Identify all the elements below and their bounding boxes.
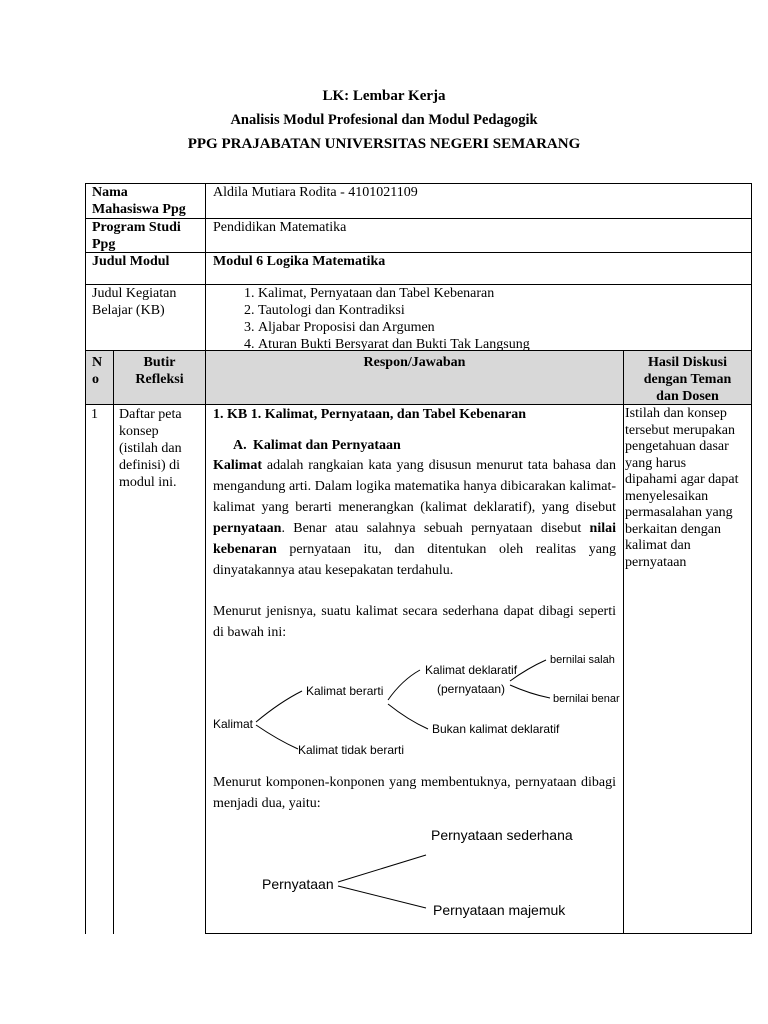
butir-line: definisi) di <box>119 458 181 473</box>
hasil-line: Istilah dan konsep <box>625 406 727 421</box>
header-butir <box>114 354 205 388</box>
term-kalimat: Kalimat <box>213 458 262 473</box>
para-text: pernyataan itu, dan ditentukan oleh realitas yang dinyatakannya atau kesepakatan terdahulu. <box>213 542 616 578</box>
prodi-label <box>92 219 181 253</box>
diagram-jenis-kalimat <box>210 650 620 765</box>
header-hasil-line3: dan Dosen <box>656 389 719 404</box>
butir-line: konsep <box>119 424 159 439</box>
hasil-line: menyelesaikan <box>625 488 709 504</box>
header-hasil <box>624 354 751 405</box>
butir-line: modul ini. <box>119 475 177 490</box>
modul-label: Judul Modul <box>92 254 170 269</box>
worksheet-subtitle: Analisis Modul Profesional dan Modul Pedagogik <box>230 112 538 128</box>
kb-item: 3. Aljabar Proposisi dan Argumen <box>258 319 658 336</box>
butir-line: Daftar peta <box>119 407 182 422</box>
paragraph-jenis: Menurut jenisnya, suatu kalimat secara sederhana dapat dibagi seperti di bawah ini: <box>213 604 616 640</box>
hasil-line: kalimat dan <box>625 538 691 553</box>
worksheet-title: LK: Lembar Kerja <box>322 88 446 104</box>
node-pernyataan: (pernyataan) <box>437 682 506 696</box>
diagram-jenis-pernyataan <box>210 820 620 930</box>
node-majemuk: Pernyataan majemuk <box>433 902 566 918</box>
kb-item: 1. Kalimat, Pernyataan dan Tabel Kebenaran <box>258 285 658 302</box>
kb-label-line1: Judul Kegiatan <box>92 286 177 301</box>
node-tidak-berarti: Kalimat tidak berarti <box>298 743 405 757</box>
header-respon: Respon/Jawaban <box>363 355 466 370</box>
header-no-line1: N <box>92 355 103 370</box>
node-berarti: Kalimat berarti <box>306 684 384 698</box>
hasil-line: berkaitan dengan <box>625 521 722 537</box>
modul-value: Modul 6 Logika Matematika <box>213 254 386 269</box>
hasil-line: pernyataan <box>625 554 687 570</box>
para-text: . Benar atau salahnya sebuah pernyataan disebut <box>281 521 590 536</box>
header-hasil-line2: dengan Teman <box>643 372 732 387</box>
header-no-line2: o <box>92 372 99 387</box>
hasil-line: yang harus <box>625 455 687 471</box>
node-bernilai-salah: bernilai salah <box>550 654 615 666</box>
term-pernyataan: pernyataan <box>213 521 282 536</box>
term-nilai-kebenaran: nilai kebenaran <box>213 521 616 557</box>
nama-value: Aldila Mutiara Rodita - 4101021109 <box>213 185 418 200</box>
node-sederhana: Pernyataan sederhana <box>431 827 573 843</box>
nama-label <box>92 184 186 218</box>
butir-line: (istilah dan <box>119 441 182 456</box>
header-butir-line1: Butir <box>143 355 176 370</box>
prodi-value: Pendidikan Matematika <box>213 220 347 235</box>
header-no <box>86 354 113 388</box>
kb-item: 2. Tautologi dan Kontradiksi <box>258 302 658 319</box>
hasil-line: tersebut merupakan <box>625 422 736 438</box>
hasil-line: dipahami agar dapat <box>625 472 739 487</box>
butir-refleksi <box>119 406 205 491</box>
nama-label-line1: Nama <box>92 185 128 200</box>
kb-item: 4. Aturan Bukti Bersyarat dan Bukti Tak Langsung <box>258 336 658 353</box>
kb-label-line2: Belajar (KB) <box>92 303 165 318</box>
kb-heading: 1. KB 1. Kalimat, Pernyataan, dan Tabel Kebenaran <box>213 407 527 422</box>
node-bernilai-benar: bernilai benar <box>553 693 620 705</box>
paragraph-komponen: Menurut komponen-konponen yang membentuknya, pernyataan dibagi menjadi dua, yaitu: <box>213 775 616 811</box>
hasil-line: permasalahan yang <box>625 505 733 520</box>
header-butir-line2: Refleksi <box>135 372 184 387</box>
prodi-label-line2: Ppg <box>92 237 116 252</box>
paragraph-kalimat <box>213 455 616 581</box>
section-letter: A. <box>233 438 247 453</box>
institution-title: PPG PRAJABATAN UNIVERSITAS NEGERI SEMARANG <box>187 136 581 152</box>
nama-label-line2: Mahasiswa Ppg <box>92 202 186 217</box>
node-bukan-deklaratif: Bukan kalimat deklaratif <box>432 722 560 736</box>
diagram2-branches <box>338 855 426 908</box>
section-heading <box>213 438 616 454</box>
kb-list <box>213 285 658 353</box>
node-deklaratif: Kalimat deklaratif <box>425 663 518 677</box>
node-pernyataan-root: Pernyataan <box>262 876 334 892</box>
header-hasil-line1: Hasil Diskusi <box>648 355 727 370</box>
hasil-diskusi <box>625 406 751 571</box>
row-number: 1 <box>91 407 98 422</box>
section-title: Kalimat dan Pernyataan <box>253 438 401 453</box>
kb-label <box>92 285 176 319</box>
prodi-label-line1: Program Studi <box>92 220 181 235</box>
para-text: adalah rangkaian kata yang disusun menurut tata bahasa dan mengandung arti. Dalam logika matematika hanya dibicarakan kalimat-kalimat yang berarti menerangkan (kalimat deklaratif), yang disebut <box>213 458 616 515</box>
node-kalimat: Kalimat <box>213 717 254 731</box>
hasil-line: pengetahuan dasar <box>625 439 729 454</box>
